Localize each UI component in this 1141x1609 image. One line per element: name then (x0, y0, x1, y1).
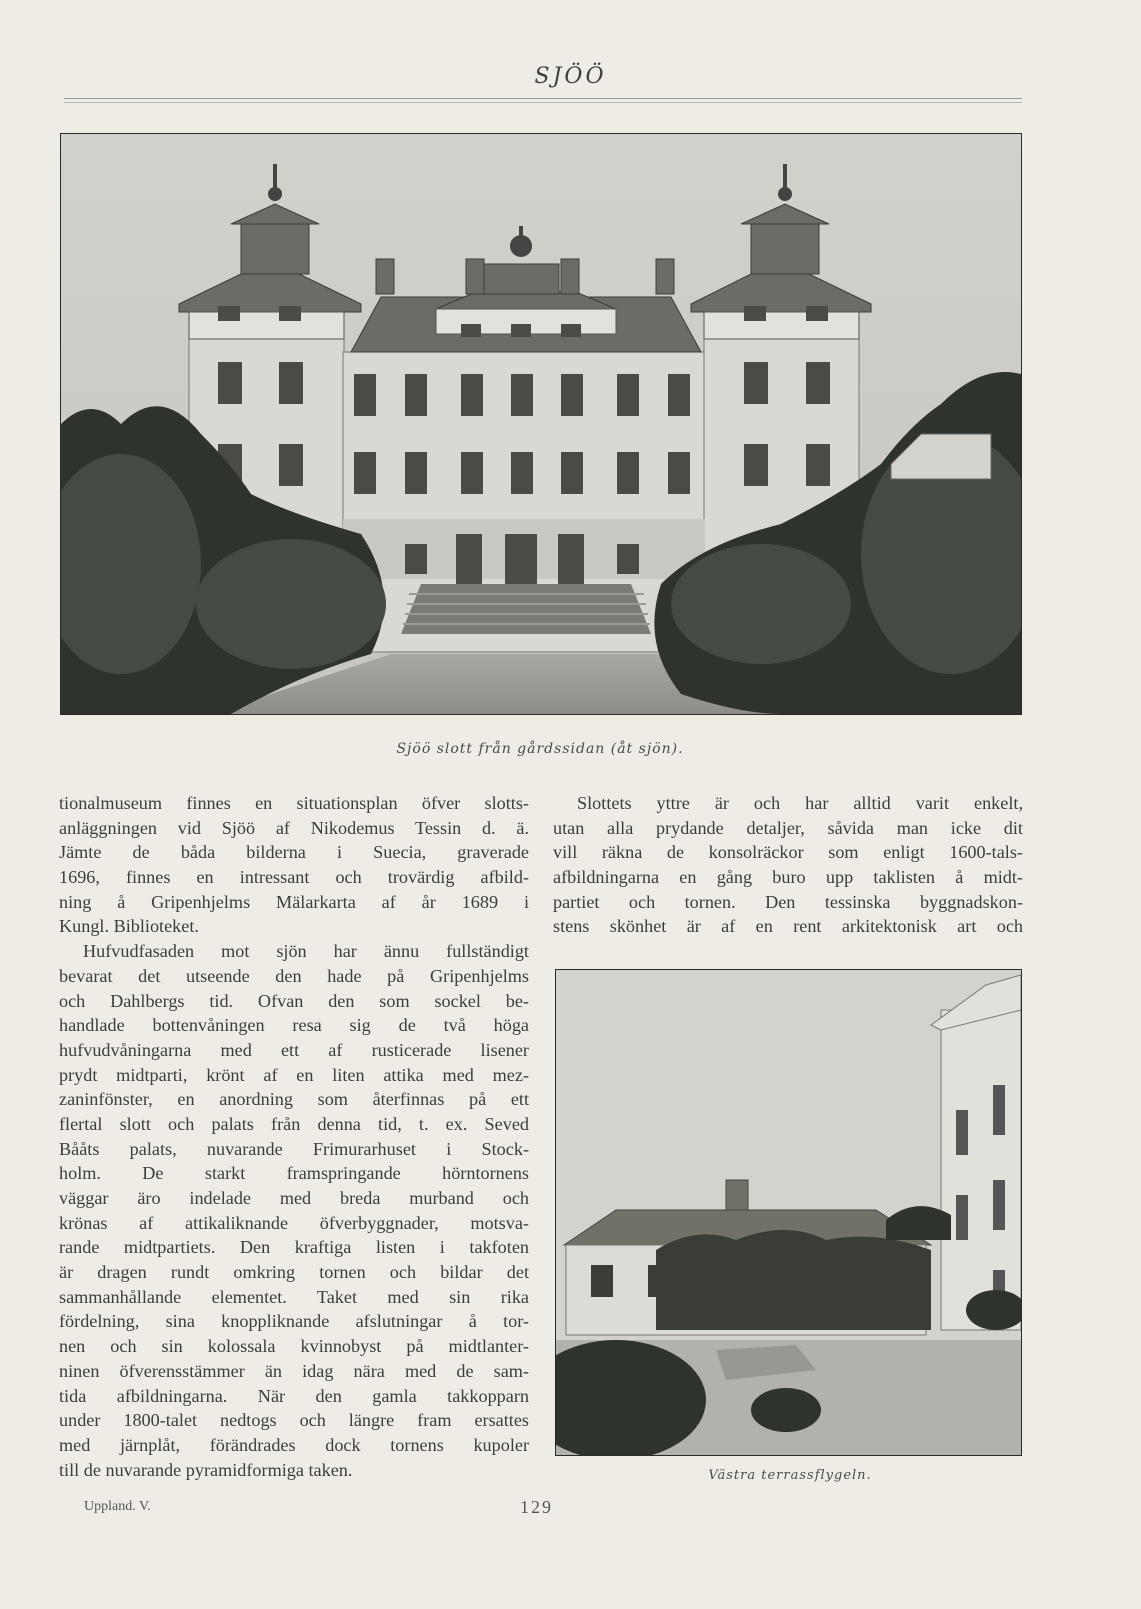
terrace-wing-photo (555, 969, 1022, 1456)
text-line: med järnplåt, förändrades dock tornens kupoler (59, 1434, 529, 1455)
text-line: vill räkna de konsolräckor som enligt 1600-tals- (553, 842, 1023, 863)
text-line: Bååts palats, nuvarande Frimurarhuset i Stock- (59, 1138, 529, 1159)
text-line: rande midtpartiets. Den kraftiga listen i takfoten (59, 1237, 529, 1258)
header-rule-thin (64, 102, 1022, 103)
text-line: hufvudvåningarna med ett af rusticerade lisener (59, 1039, 529, 1060)
text-line: är dragen rundt omkring tornen och bildar det (59, 1262, 529, 1283)
text-line: ning å Gripenhjelms Mälarkarta af år 1689 i (59, 891, 529, 912)
text-line: Slottets yttre är och har alltid varit enkelt, (577, 793, 1023, 813)
text-line: till de nuvarande pyramidformiga taken. (59, 1459, 353, 1480)
text-line: utan alla prydande detaljer, såvida man icke dit (553, 817, 1023, 838)
text-line: tida afbildningarna. När den gamla takkopparn (59, 1385, 529, 1406)
main-figure-caption: Sjöö slott från gårdssidan (åt sjön). (396, 741, 684, 757)
text-line: nen och sin kolossala kvinnobyst på midtlanter- (59, 1336, 529, 1357)
text-line: anläggningen vid Sjöö af Nikodemus Tessin d. ä. (59, 817, 529, 838)
text-line: Jämte de båda bilderna i Suecia, graverade (59, 842, 529, 863)
text-line: stens skönhet är af en rent arkitektonisk art och (553, 916, 1023, 937)
text-line: handlade bottenvåningen resa sig de två höga (59, 1015, 529, 1036)
text-line: och Dahlbergs tid. Ofvan den som sockel be- (59, 990, 529, 1011)
text-line: Hufvudfasaden mot sjön har ännu fullständigt (83, 941, 529, 962)
text-line: holm. De starkt framspringande hörntornens (59, 1163, 529, 1184)
page-number: 129 (520, 1497, 553, 1517)
text-line: afbildningarna en gång buro upp taklisten å midt- (553, 867, 1023, 888)
text-line: Kungl. Biblioteket. (59, 916, 199, 937)
text-line: fördelning, sina knoppliknande afslutningar å tor- (59, 1311, 529, 1332)
footer-volume: Uppland. V. (84, 1499, 151, 1514)
left-text-column (59, 791, 529, 1482)
text-line: sammanhållande elementet. Taket med sin rika (59, 1286, 529, 1307)
castle-photo (60, 133, 1022, 715)
secondary-figure-caption: Västra terrassflygeln. (708, 1468, 872, 1483)
text-line: under 1800-talet nedtogs och längre fram ersattes (59, 1410, 529, 1431)
right-text-column (553, 791, 1023, 939)
text-line: tionalmuseum finnes en situationsplan öfver slotts- (59, 793, 529, 813)
text-line: bevarat det utseende den hade på Gripenhjelms (59, 965, 529, 986)
page-title: SJÖÖ (534, 64, 607, 89)
text-line: zaninfönster, en anordning som återfinnas på ett (59, 1089, 529, 1110)
text-line: prydt midtparti, krönt af en liten attika med mez- (59, 1064, 529, 1085)
header-rule (64, 98, 1022, 99)
text-line: ninen öfverensstämmer än idag nära med de sam- (59, 1360, 529, 1381)
text-line: 1696, finnes en intressant och trovärdig afbild- (59, 867, 529, 888)
text-line: flertal slott och palats från denna tid, t. ex. Seved (59, 1113, 529, 1134)
text-line: väggar äro indelade med breda murband och (59, 1188, 529, 1208)
text-line: partiet och tornen. Den tessinska byggnadskon- (553, 891, 1023, 912)
text-line: krönas af attikaliknande öfverbyggnader, motsva- (59, 1212, 529, 1233)
